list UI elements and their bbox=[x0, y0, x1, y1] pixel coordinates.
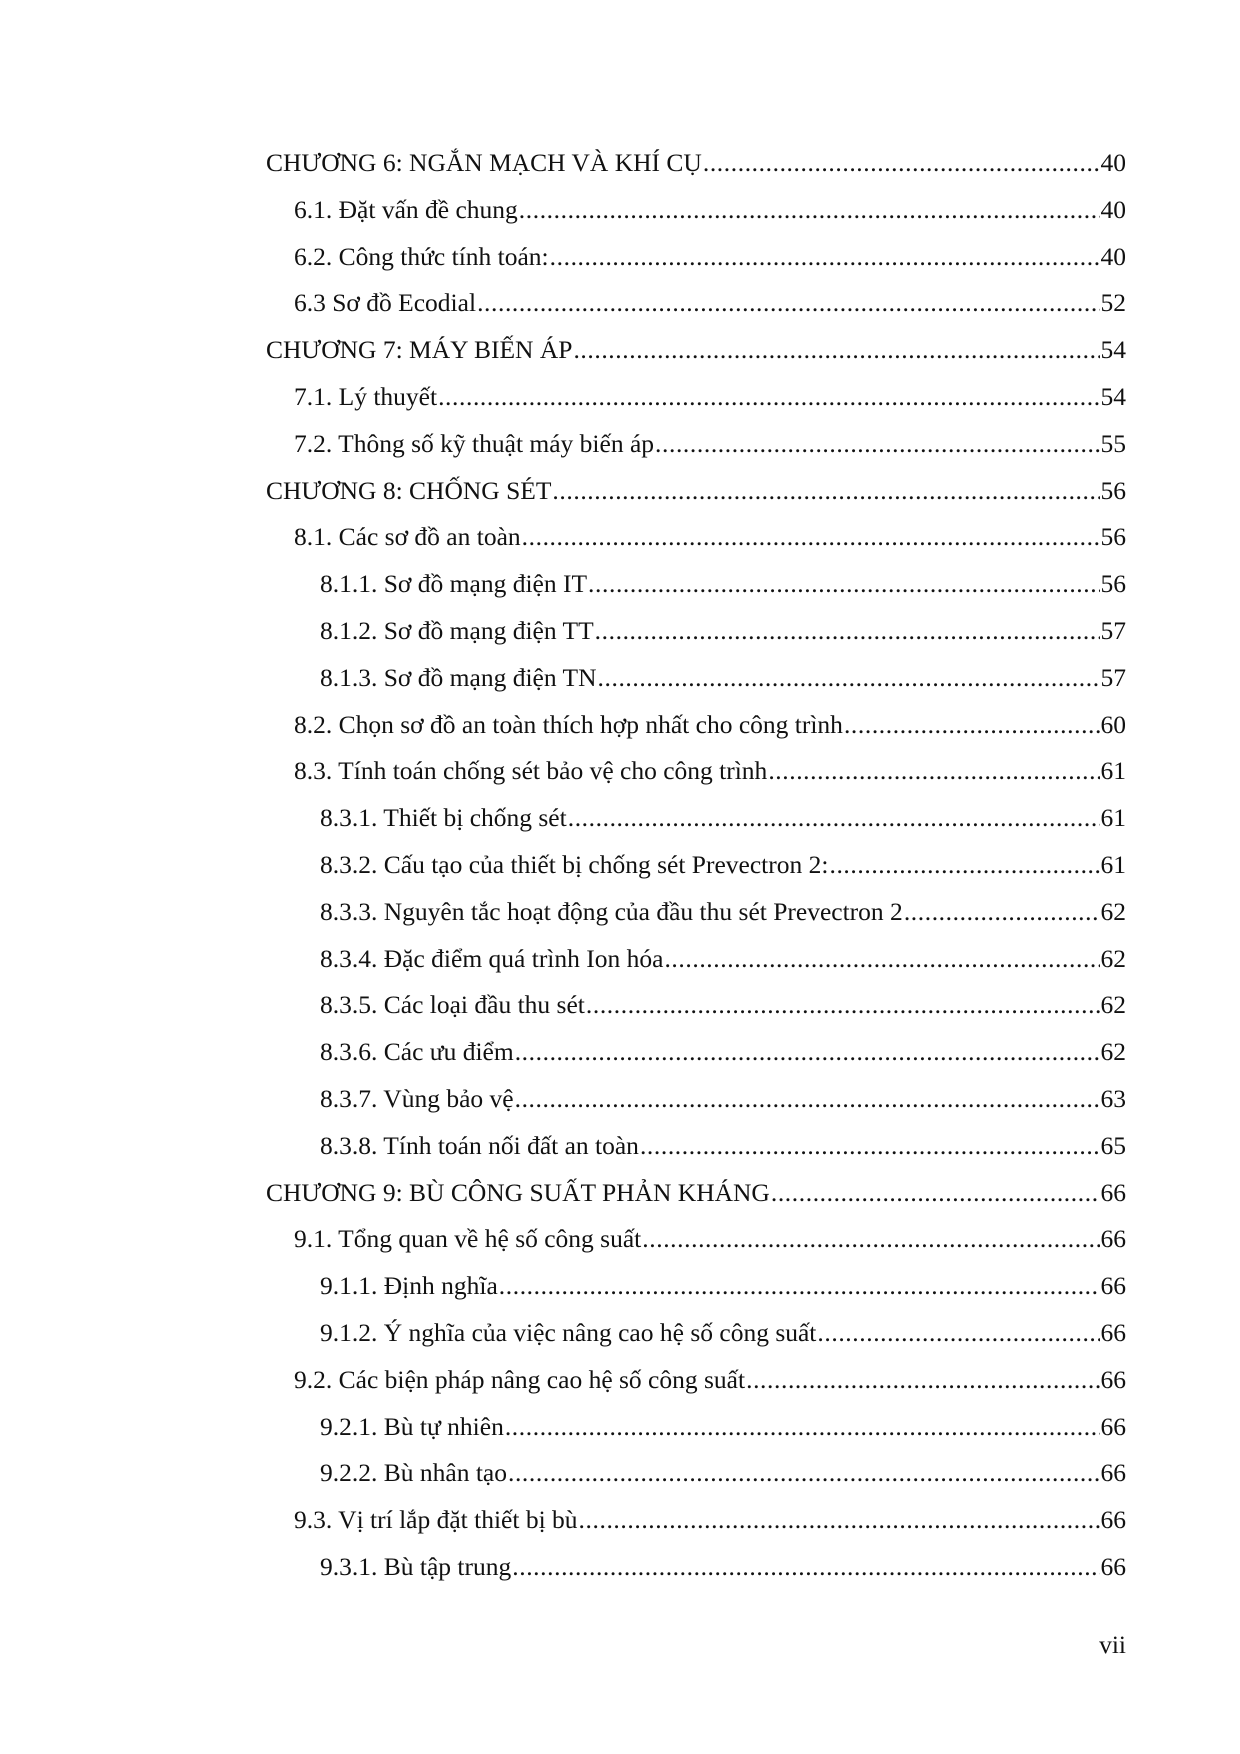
toc-dot-leader bbox=[515, 1076, 1100, 1123]
toc-dot-leader bbox=[519, 187, 1100, 234]
toc-entry-page: 40 bbox=[1100, 241, 1126, 271]
toc-dot-leader bbox=[573, 327, 1099, 374]
toc-entry[interactable] bbox=[266, 1170, 1126, 1217]
toc-entry-page: 62 bbox=[1100, 943, 1126, 973]
toc-dot-leader bbox=[598, 655, 1100, 702]
toc-entry[interactable] bbox=[266, 514, 1126, 561]
toc-entry-page: 61 bbox=[1100, 756, 1126, 786]
toc-dot-leader bbox=[550, 234, 1100, 281]
toc-entry-page: 62 bbox=[1100, 990, 1126, 1020]
toc-entry[interactable] bbox=[266, 936, 1126, 983]
toc-entry-title: 9.1. Tổng quan về hệ số công suất bbox=[294, 1224, 642, 1254]
toc-entry-page: 66 bbox=[1100, 1364, 1126, 1394]
toc-entry[interactable] bbox=[266, 187, 1126, 234]
toc-entry[interactable] bbox=[266, 889, 1126, 936]
toc-entry-title: 8.3.1. Thiết bị chống sét bbox=[320, 803, 567, 833]
toc-dot-leader bbox=[844, 702, 1100, 749]
toc-entry-page: 61 bbox=[1100, 803, 1126, 833]
toc-entry-title: 8.3.5. Các loại đầu thu sét bbox=[320, 990, 585, 1020]
toc-dot-leader bbox=[642, 1216, 1099, 1263]
toc-entry-page: 66 bbox=[1100, 1177, 1126, 1207]
page-number: vii bbox=[1099, 1630, 1126, 1659]
toc-entry-page: 52 bbox=[1100, 288, 1126, 318]
toc-entry[interactable] bbox=[266, 842, 1126, 889]
toc-entry[interactable] bbox=[266, 795, 1126, 842]
toc-entry[interactable] bbox=[266, 1544, 1126, 1591]
toc-dot-leader bbox=[664, 936, 1099, 983]
toc-entry-title: 8.3.6. Các ưu điểm bbox=[320, 1037, 514, 1067]
toc-entry-page: 57 bbox=[1100, 662, 1126, 692]
toc-entry-title: 8.1. Các sơ đồ an toàn bbox=[294, 522, 521, 552]
toc-entry-page: 62 bbox=[1100, 896, 1126, 926]
toc-entry-page: 66 bbox=[1100, 1505, 1126, 1535]
toc-dot-leader bbox=[817, 1310, 1099, 1357]
toc-entry[interactable] bbox=[266, 1404, 1126, 1451]
toc-entry-title: 6.1. Đặt vấn đề chung bbox=[294, 194, 518, 224]
toc-dot-leader bbox=[829, 842, 1099, 889]
toc-entry-title: 7.1. Lý thuyết bbox=[294, 381, 438, 411]
toc-entry-page: 56 bbox=[1100, 569, 1126, 599]
toc-dot-leader bbox=[768, 748, 1099, 795]
toc-entry-page: 55 bbox=[1100, 428, 1126, 458]
toc-entry-title: 9.1.1. Định nghĩa bbox=[320, 1271, 498, 1301]
toc-entry-title: 6.3 Sơ đồ Ecodial bbox=[294, 288, 477, 318]
toc-entry-title: CHƯƠNG 6: NGẮN MẠCH VÀ KHÍ CỤ bbox=[266, 148, 702, 177]
toc-dot-leader bbox=[588, 561, 1099, 608]
toc-dot-leader bbox=[703, 140, 1100, 187]
toc-entry-page: 66 bbox=[1100, 1411, 1126, 1441]
toc-entry[interactable] bbox=[266, 234, 1126, 281]
toc-entry-page: 54 bbox=[1100, 335, 1126, 365]
toc-entry[interactable] bbox=[266, 702, 1126, 749]
toc-entry-title: 8.1.2. Sơ đồ mạng điện TT bbox=[320, 615, 594, 645]
toc-entry-title: 8.3.3. Nguyên tắc hoạt động của đầu thu sét Prevectron 2 bbox=[320, 896, 903, 926]
toc-dot-leader bbox=[552, 468, 1099, 515]
toc-dot-leader bbox=[579, 1497, 1100, 1544]
toc-entry-page: 66 bbox=[1100, 1317, 1126, 1347]
toc-entry-page: 56 bbox=[1100, 522, 1126, 552]
table-of-contents bbox=[266, 140, 1126, 1591]
toc-entry-page: 61 bbox=[1100, 849, 1126, 879]
toc-entry-title: 9.3. Vị trí lắp đặt thiết bị bù bbox=[294, 1505, 578, 1535]
toc-dot-leader bbox=[522, 514, 1100, 561]
toc-entry-page: 65 bbox=[1100, 1130, 1126, 1160]
toc-entry-title: 7.2. Thông số kỹ thuật máy biến áp bbox=[294, 428, 655, 458]
toc-entry[interactable] bbox=[266, 140, 1126, 187]
toc-entry-title: CHƯƠNG 7: MÁY BIẾN ÁP bbox=[266, 335, 573, 365]
toc-dot-leader bbox=[477, 280, 1099, 327]
toc-entry-page: 60 bbox=[1100, 709, 1126, 739]
toc-entry-title: 8.3.8. Tính toán nối đất an toàn bbox=[320, 1130, 639, 1160]
toc-dot-leader bbox=[595, 608, 1100, 655]
toc-entry-title: 8.3.7. Vùng bảo vệ bbox=[320, 1083, 514, 1113]
toc-entry-title: 9.2.2. Bù nhân tạo bbox=[320, 1458, 507, 1488]
toc-entry[interactable] bbox=[266, 608, 1126, 655]
toc-entry-page: 40 bbox=[1100, 148, 1126, 177]
toc-entry[interactable] bbox=[266, 327, 1126, 374]
toc-entry-page: 66 bbox=[1100, 1551, 1126, 1581]
toc-dot-leader bbox=[655, 421, 1099, 468]
toc-entry[interactable] bbox=[266, 468, 1126, 515]
toc-entry-page: 57 bbox=[1100, 615, 1126, 645]
toc-dot-leader bbox=[771, 1170, 1100, 1217]
toc-entry-page: 56 bbox=[1100, 475, 1126, 505]
toc-entry[interactable] bbox=[266, 374, 1126, 421]
toc-entry-page: 66 bbox=[1100, 1224, 1126, 1254]
toc-entry[interactable] bbox=[266, 1263, 1126, 1310]
toc-entry-page: 63 bbox=[1100, 1083, 1126, 1113]
toc-entry-title: 9.2. Các biện pháp nâng cao hệ số công suất bbox=[294, 1364, 746, 1394]
toc-dot-leader bbox=[746, 1357, 1099, 1404]
toc-dot-leader bbox=[438, 374, 1099, 421]
toc-dot-leader bbox=[568, 795, 1100, 842]
toc-entry-page: 66 bbox=[1100, 1271, 1126, 1301]
toc-entry[interactable] bbox=[266, 421, 1126, 468]
toc-entry[interactable] bbox=[266, 1450, 1126, 1497]
toc-entry-title: 6.2. Công thức tính toán: bbox=[294, 241, 549, 271]
toc-dot-leader bbox=[512, 1544, 1099, 1591]
toc-entry-title: 8.3. Tính toán chống sét bảo vệ cho công trình bbox=[294, 756, 768, 786]
toc-entry-page: 66 bbox=[1100, 1458, 1126, 1488]
toc-entry-page: 62 bbox=[1100, 1037, 1126, 1067]
toc-entry-page: 40 bbox=[1100, 194, 1126, 224]
toc-entry[interactable] bbox=[266, 1310, 1126, 1357]
toc-entry-title: CHƯƠNG 8: CHỐNG SÉT bbox=[266, 475, 552, 505]
toc-entry-title: 9.3.1. Bù tập trung bbox=[320, 1551, 512, 1581]
toc-dot-leader bbox=[515, 1029, 1100, 1076]
toc-dot-leader bbox=[508, 1450, 1100, 1497]
toc-entry-title: 9.1.2. Ý nghĩa của việc nâng cao hệ số công suất bbox=[320, 1317, 817, 1347]
toc-entry-title: 8.3.2. Cấu tạo của thiết bị chống sét Prevectron 2: bbox=[320, 849, 829, 879]
toc-entry[interactable] bbox=[266, 748, 1126, 795]
toc-dot-leader bbox=[640, 1123, 1100, 1170]
toc-entry[interactable] bbox=[266, 280, 1126, 327]
toc-entry[interactable] bbox=[266, 1216, 1126, 1263]
toc-entry[interactable] bbox=[266, 1357, 1126, 1404]
toc-entry[interactable] bbox=[266, 982, 1126, 1029]
toc-entry[interactable] bbox=[266, 1029, 1126, 1076]
toc-entry-title: 9.2.1. Bù tự nhiên bbox=[320, 1411, 504, 1441]
toc-entry-page: 54 bbox=[1100, 381, 1126, 411]
toc-entry-title: 8.2. Chọn sơ đồ an toàn thích hợp nhất cho công trình bbox=[294, 709, 843, 739]
toc-entry[interactable] bbox=[266, 1123, 1126, 1170]
toc-entry[interactable] bbox=[266, 655, 1126, 702]
toc-dot-leader bbox=[499, 1263, 1100, 1310]
toc-entry[interactable] bbox=[266, 1497, 1126, 1544]
toc-entry-title: 8.1.3. Sơ đồ mạng điện TN bbox=[320, 662, 597, 692]
toc-entry[interactable] bbox=[266, 1076, 1126, 1123]
toc-entry-title: CHƯƠNG 9: BÙ CÔNG SUẤT PHẢN KHÁNG bbox=[266, 1177, 770, 1207]
toc-entry-title: 8.3.4. Đặc điểm quá trình Ion hóa bbox=[320, 943, 664, 973]
toc-entry-title: 8.1.1. Sơ đồ mạng điện IT bbox=[320, 569, 588, 599]
toc-entry[interactable] bbox=[266, 561, 1126, 608]
toc-dot-leader bbox=[586, 982, 1100, 1029]
toc-dot-leader bbox=[505, 1404, 1100, 1451]
toc-dot-leader bbox=[904, 889, 1100, 936]
